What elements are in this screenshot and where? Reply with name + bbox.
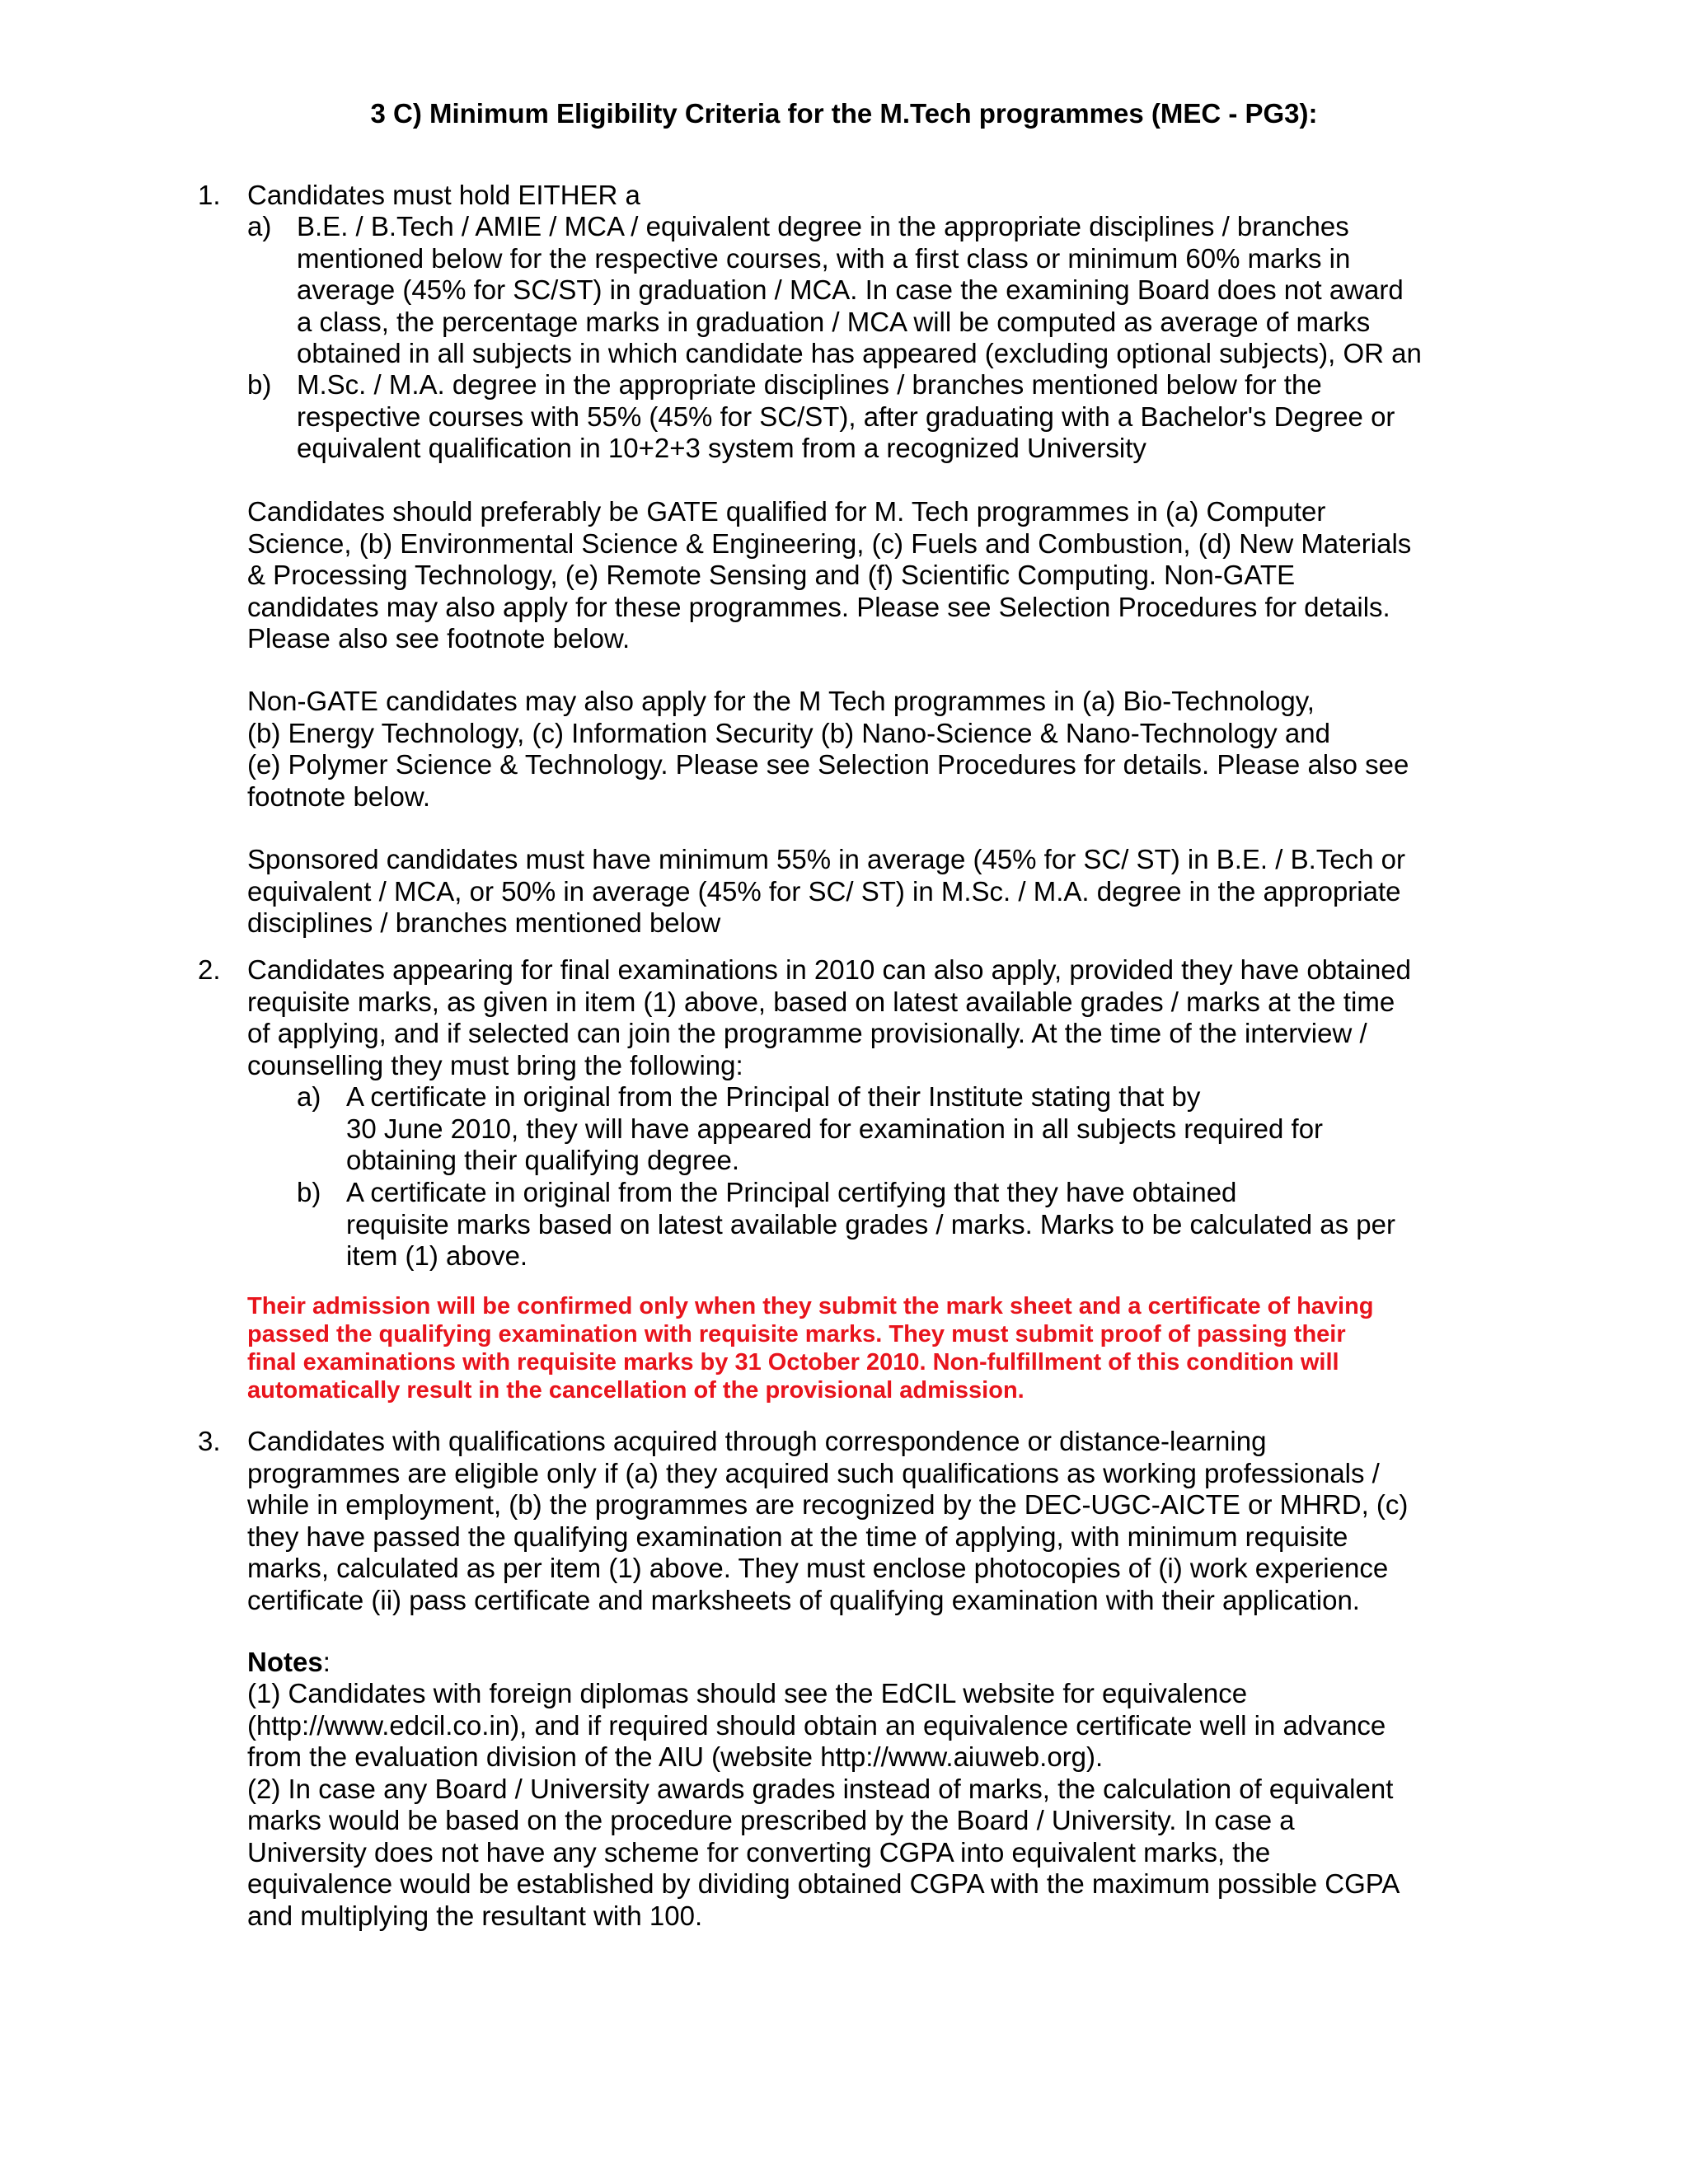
text-line: while in employment, (b) the programmes are recognized by the DEC-UGC-AICTE or MHRD, (c) — [247, 1489, 1409, 1520]
item-2-number: 2. — [198, 954, 221, 985]
text-line: they have passed the qualifying examination at the time of applying, with minimum requisite — [247, 1521, 1348, 1552]
item-2a-text — [346, 1081, 1323, 1177]
text-line: a class, the percentage marks in graduation / MCA will be computed as average of marks — [297, 306, 1371, 337]
text-line: 30 June 2010, they will have appeared for examination in all subjects required for — [346, 1113, 1324, 1144]
text-line: obtaining their qualifying degree. — [346, 1145, 740, 1175]
text-line: Science, (b) Environmental Science & Engineering, (c) Fuels and Combustion, (d) New Materials — [247, 527, 1412, 559]
text-line: (e) Polymer Science & Technology. Please see Selection Procedures for details. Please also see — [247, 749, 1409, 780]
text-line: disciplines / branches mentioned below — [247, 907, 721, 938]
item-1a-marker: a) — [247, 211, 272, 241]
text-line: & Processing Technology, (e) Remote Sensing and (f) Scientific Computing. Non-GATE — [247, 560, 1296, 590]
text-line: candidates may also apply for these programmes. Please see Selection Procedures for details. — [247, 591, 1390, 622]
text-line: Candidates appearing for final examinations in 2010 can also apply, provided they have obtained — [247, 954, 1412, 985]
admission-warning — [247, 1292, 1374, 1404]
text-line: of applying, and if selected can join the programme provisionally. At the time of the interview / — [247, 1018, 1367, 1048]
text-line: mentioned below for the respective courses, with a first class or minimum 60% marks in — [297, 242, 1351, 274]
item-2b-text — [346, 1177, 1395, 1272]
item-1b-marker: b) — [247, 369, 272, 400]
text-line: counselling they must bring the following: — [247, 1049, 743, 1080]
text-line: Sponsored candidates must have minimum 55% in average (45% for SC/ ST) in B.E. / B.Tech or — [247, 844, 1405, 874]
text-line: A certificate in original from the Principal of their Institute stating that by — [346, 1081, 1201, 1112]
text-line: (http://www.edcil.co.in), and if required should obtain an equivalence certificate well in advance — [247, 1709, 1386, 1741]
warning-line: passed the qualifying examination with requisite marks. They must submit proof of passing their — [247, 1321, 1346, 1347]
notes-heading-label: Notes — [247, 1647, 323, 1677]
text-line: Candidates should preferably be GATE qualified for M. Tech programmes in (a) Computer — [247, 496, 1326, 527]
text-line: Please also see footnote below. — [247, 623, 631, 654]
text-line: marks would be based on the procedure prescribed by the Board / University. In case a — [247, 1805, 1295, 1835]
text-line: certificate (ii) pass certificate and marksheets of qualifying examination with their application. — [247, 1584, 1360, 1615]
item-3-text — [247, 1426, 1408, 1616]
notes-heading-colon: : — [322, 1647, 331, 1677]
warning-line: automatically result in the cancellation of the provisional admission. — [247, 1377, 1025, 1404]
text-line: equivalence would be established by dividing obtained CGPA with the maximum possible CGPA — [247, 1868, 1400, 1899]
item-1-number: 1. — [198, 180, 221, 210]
text-line: and multiplying the resultant with 100. — [247, 1900, 703, 1931]
non-gate-paragraph — [247, 686, 1409, 813]
text-line: respective courses with 55% (45% for SC/ST), after graduating with a Bachelor's Degree or — [297, 401, 1395, 432]
page-title: 3 C) Minimum Eligibility Criteria for the M.Tech programmes (MEC - PG3): — [370, 98, 1318, 129]
text-line: average (45% for SC/ST) in graduation / MCA. In case the examining Board does not award — [297, 274, 1404, 305]
text-line: marks, calculated as per item (1) above. They must enclose photocopies of (i) work experience — [247, 1553, 1389, 1583]
text-line: (b) Energy Technology, (c) Information Security (b) Nano-Science & Nano-Technology and — [247, 717, 1330, 748]
text-line: A certificate in original from the Principal certifying that they have obtained — [346, 1177, 1237, 1207]
text-line: B.E. / B.Tech / AMIE / MCA / equivalent degree in the appropriate disciplines / branches — [297, 211, 1349, 241]
text-line: M.Sc. / M.A. degree in the appropriate disciplines / branches mentioned below for the — [297, 369, 1322, 400]
text-line: from the evaluation division of the AIU (website http://www.aiuweb.org). — [247, 1741, 1104, 1772]
text-line: item (1) above. — [346, 1240, 528, 1271]
text-line: Candidates with qualifications acquired through correspondence or distance-learning — [247, 1426, 1267, 1456]
text-line: requisite marks based on latest available grades / marks. Marks to be calculated as per — [346, 1208, 1395, 1240]
text-line: (1) Candidates with foreign diplomas should see the EdCIL website for equivalence — [247, 1678, 1248, 1708]
text-line: footnote below. — [247, 780, 431, 812]
item-1a-text — [297, 211, 1422, 370]
warning-line: Their admission will be confirmed only when they submit the mark sheet and a certificate of having — [247, 1293, 1374, 1319]
text-line: University does not have any scheme for converting CGPA into equivalent marks, the — [247, 1836, 1271, 1868]
sponsored-paragraph — [247, 844, 1405, 940]
text-line: programmes are eligible only if (a) they acquired such qualifications as working professionals / — [247, 1457, 1380, 1488]
item-1b-text — [297, 369, 1395, 465]
notes-body — [247, 1678, 1400, 1932]
item-2-text — [247, 954, 1411, 1081]
text-line: obtained in all subjects in which candidate has appeared (excluding optional subjects), OR an — [297, 338, 1422, 368]
item-2b-marker: b) — [297, 1177, 321, 1207]
item-3-number: 3. — [198, 1426, 221, 1456]
notes-heading — [247, 1647, 331, 1679]
gate-paragraph — [247, 496, 1411, 655]
text-line: equivalent / MCA, or 50% in average (45% for SC/ ST) in M.Sc. / M.A. degree in the appropriate — [247, 875, 1401, 907]
text-line: Non-GATE candidates may also apply for the M Tech programmes in (a) Bio-Technology, — [247, 686, 1315, 716]
item-2a-marker: a) — [297, 1081, 321, 1112]
text-line: equivalent qualification in 10+2+3 system from a recognized University — [297, 433, 1146, 463]
warning-line: final examinations with requisite marks by 31 October 2010. Non-fulfillment of this condition will — [247, 1349, 1339, 1376]
item-1-intro: Candidates must hold EITHER a — [247, 180, 640, 210]
text-line: requisite marks, as given in item (1) above, based on latest available grades / marks at the time — [247, 986, 1395, 1017]
text-line: (2) In case any Board / University awards grades instead of marks, the calculation of equivalent — [247, 1773, 1394, 1804]
